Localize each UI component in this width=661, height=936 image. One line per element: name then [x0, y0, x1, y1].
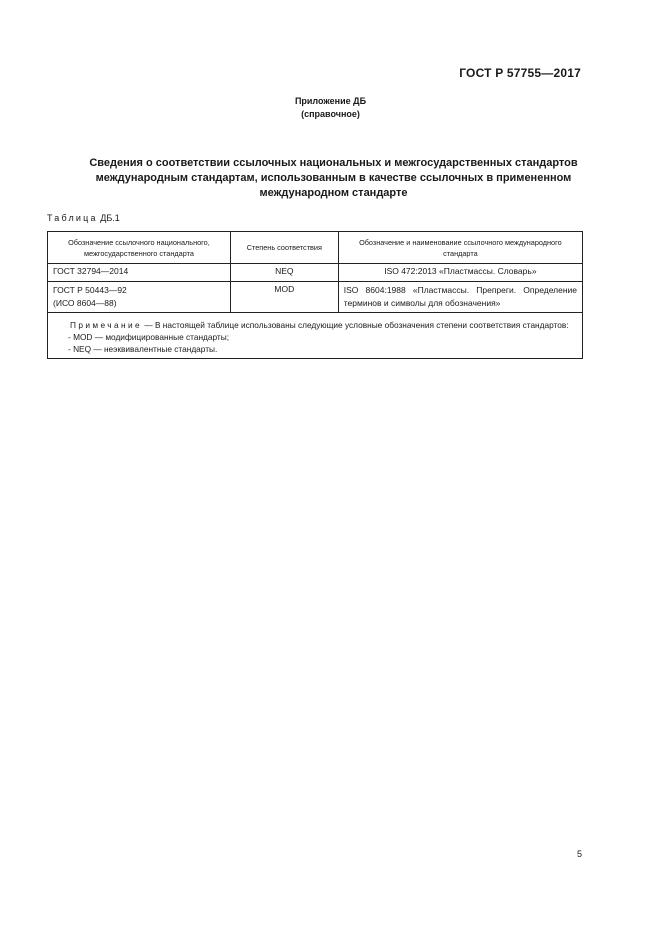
table-row — [48, 282, 583, 313]
document-code: ГОСТ Р 57755—2017 — [459, 66, 581, 80]
table-caption-label: Таблица — [47, 213, 98, 223]
degree-cell: MOD — [230, 282, 338, 313]
note-text — [56, 319, 577, 331]
national-standard-code: ГОСТ Р 50443—92 — [53, 285, 127, 295]
heading-line: Сведения о соответствии ссылочных национальных и межгосударственных стандартов — [89, 157, 578, 169]
table-header-row — [48, 232, 583, 264]
international-standard-cell: ISO 8604:1988 «Пластмассы. Препреги. Определение терминов и символы для обозначения» — [338, 282, 582, 313]
heading-line: международном стандарте — [259, 187, 408, 199]
correspondence-table — [47, 231, 583, 359]
note-body: — В настоящей таблице использованы следующие условные обозначения степени соответствия стандартов: — [144, 320, 569, 330]
section-heading — [50, 156, 617, 201]
table-note-row — [48, 313, 583, 359]
table-note-cell — [48, 313, 583, 359]
appendix-subtitle: (справочное) — [301, 109, 360, 119]
note-label: Примечание — [70, 320, 143, 330]
national-standard-cell: ГОСТ 32794—2014 — [48, 264, 231, 282]
table-caption — [47, 213, 120, 223]
column-header: Обозначение и наименование ссылочного международного стандарта — [338, 232, 582, 264]
note-list-item: - NEQ — неэквивалентные стандарты. — [68, 344, 218, 354]
degree-cell: NEQ — [230, 264, 338, 282]
column-header: Степень соответствия — [230, 232, 338, 264]
column-header: Обозначение ссылочного национального, межгосударственного стандарта — [48, 232, 231, 264]
table-caption-number: ДБ.1 — [100, 213, 120, 223]
national-standard-alt: (ИСО 8604—88) — [53, 298, 117, 308]
note-list-item: - MOD — модифицированные стандарты; — [68, 332, 230, 342]
table-row — [48, 264, 583, 282]
national-standard-cell — [48, 282, 231, 313]
page-number: 5 — [577, 849, 583, 859]
heading-line: международным стандартам, использованным в качестве ссылочных в примененном — [95, 172, 572, 184]
international-standard-cell: ISO 472:2013 «Пластмассы. Словарь» — [338, 264, 582, 282]
appendix-title: Приложение ДБ — [294, 96, 367, 106]
